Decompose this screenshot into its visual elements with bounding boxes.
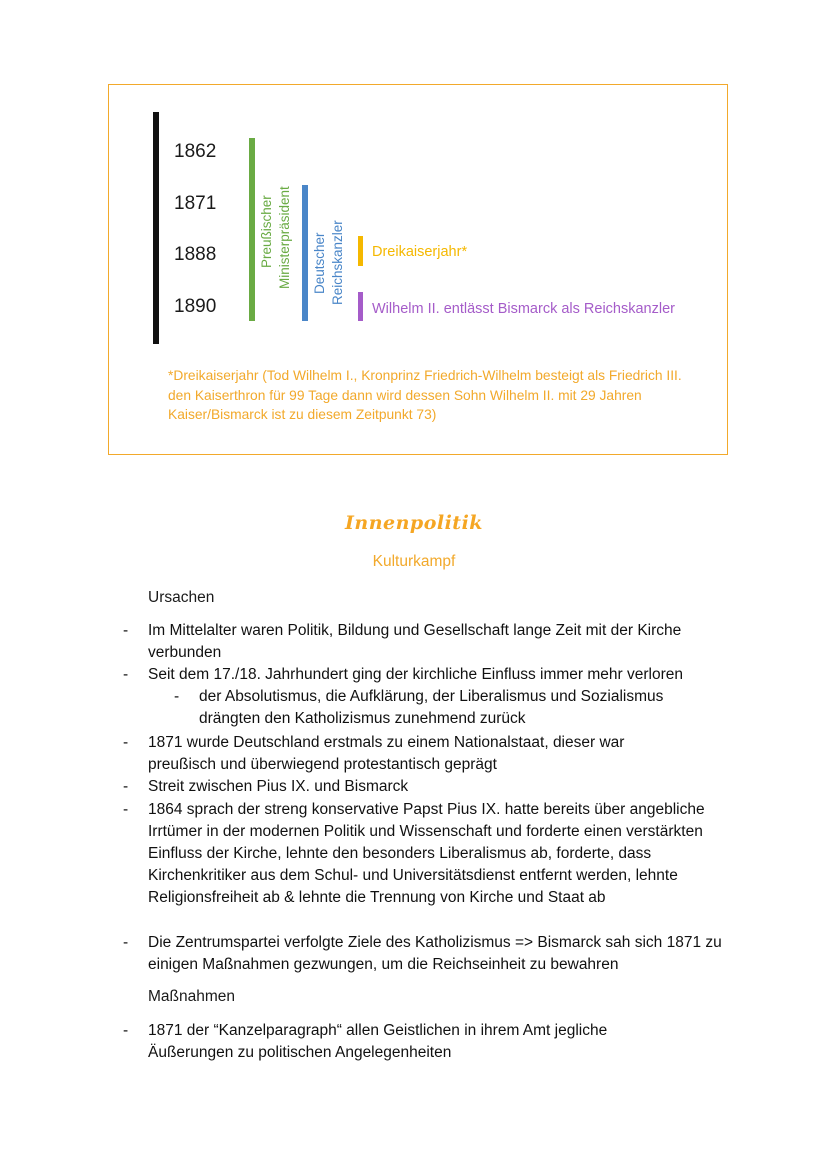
reichskanzler-bar xyxy=(302,185,308,321)
list-item: Im Mittelalter waren Politik, Bildung und Gesellschaft lange Zeit mit der Kirche verbunden xyxy=(148,622,682,661)
bullet-dash: - xyxy=(123,666,129,683)
timeline-main-bar xyxy=(153,112,159,344)
bullet-dash: - xyxy=(123,734,129,751)
section-massnahmen: Maßnahmen xyxy=(148,988,236,1005)
dreikaiserjahr-footnote: *Dreikaiserjahr (Tod Wilhelm I., Kronprinz Friedrich-Wilhelm besteigt als Friedrich III. den Kaiserthron für 99 Tage dann wird dessen Sohn Wilhelm II. mit 29 Jahren Kaiser/Bismarck ist zu diesem Zeitpunkt 73) xyxy=(168,368,682,422)
year-1888: 1888 xyxy=(174,244,217,265)
page-heading: Innenpolitik xyxy=(345,512,483,534)
bullet-dash: - xyxy=(123,1022,129,1039)
bullet-dash: - xyxy=(123,934,129,951)
bullet-dash: - xyxy=(123,778,129,795)
section-subheading: Kulturkampf xyxy=(372,553,456,570)
list-item: Streit zwischen Pius IX. und Bismarck xyxy=(148,778,409,795)
reichskanzler-label-line2: Reichskanzler xyxy=(330,220,345,305)
dreikaiserjahr-bar xyxy=(358,236,363,266)
bullet-dash: - xyxy=(123,622,129,639)
entlassung-bar xyxy=(358,292,363,321)
list-item: der Absolutismus, die Aufklärung, der Liberalismus und Sozialismus drängten den Katholizismus zunehmend zurück xyxy=(199,688,664,727)
list-item: Seit dem 17./18. Jahrhundert ging der kirchliche Einfluss immer mehr verloren xyxy=(148,666,683,683)
entlassung-label: Wilhelm II. entlässt Bismarck als Reichskanzler xyxy=(372,301,675,317)
ministerpraesident-label-line1: Preußischer xyxy=(259,195,274,268)
year-1890: 1890 xyxy=(174,296,217,317)
bullet-dash: - xyxy=(174,688,180,705)
list-item: 1871 der “Kanzelparagraph“ allen Geistlichen in ihrem Amt jegliche Äußerungen zu politischen Angelegenheiten xyxy=(148,1022,608,1061)
year-1871: 1871 xyxy=(174,193,217,214)
reichskanzler-label-line1: Deutscher xyxy=(312,232,327,294)
dreikaiserjahr-label: Dreikaiserjahr* xyxy=(372,244,468,260)
list-item: 1871 wurde Deutschland erstmals zu einem Nationalstaat, dieser war preußisch und überwiegend protestantisch geprägt xyxy=(148,734,625,773)
list-item: 1864 sprach der streng konservative Papst Pius IX. hatte bereits über angebliche Irrtümer in der modernen Politik und Wissenschaft und forderte einen verstärkten Einfluss der Kirche, lehnte den besonders Liberalismus ab, forderte, dass Kirchenkritiker aus dem Schul- und Universitätsdienst entfernt werden, lehnte Religionsfreiheit ab & lehnte die Trennung von Kirche und Staat ab xyxy=(148,801,705,906)
ministerpraesident-label-line2: Ministerpräsident xyxy=(277,186,292,289)
ministerpraesident-bar xyxy=(249,138,255,321)
year-1862: 1862 xyxy=(174,141,217,162)
list-item: Die Zentrumspartei verfolgte Ziele des Katholizismus => Bismarck sah sich 1871 zu einigen Maßnahmen gezwungen, um die Reichseinheit zu bewahren xyxy=(148,934,722,973)
bullet-dash: - xyxy=(123,801,129,818)
section-ursachen: Ursachen xyxy=(148,589,215,606)
